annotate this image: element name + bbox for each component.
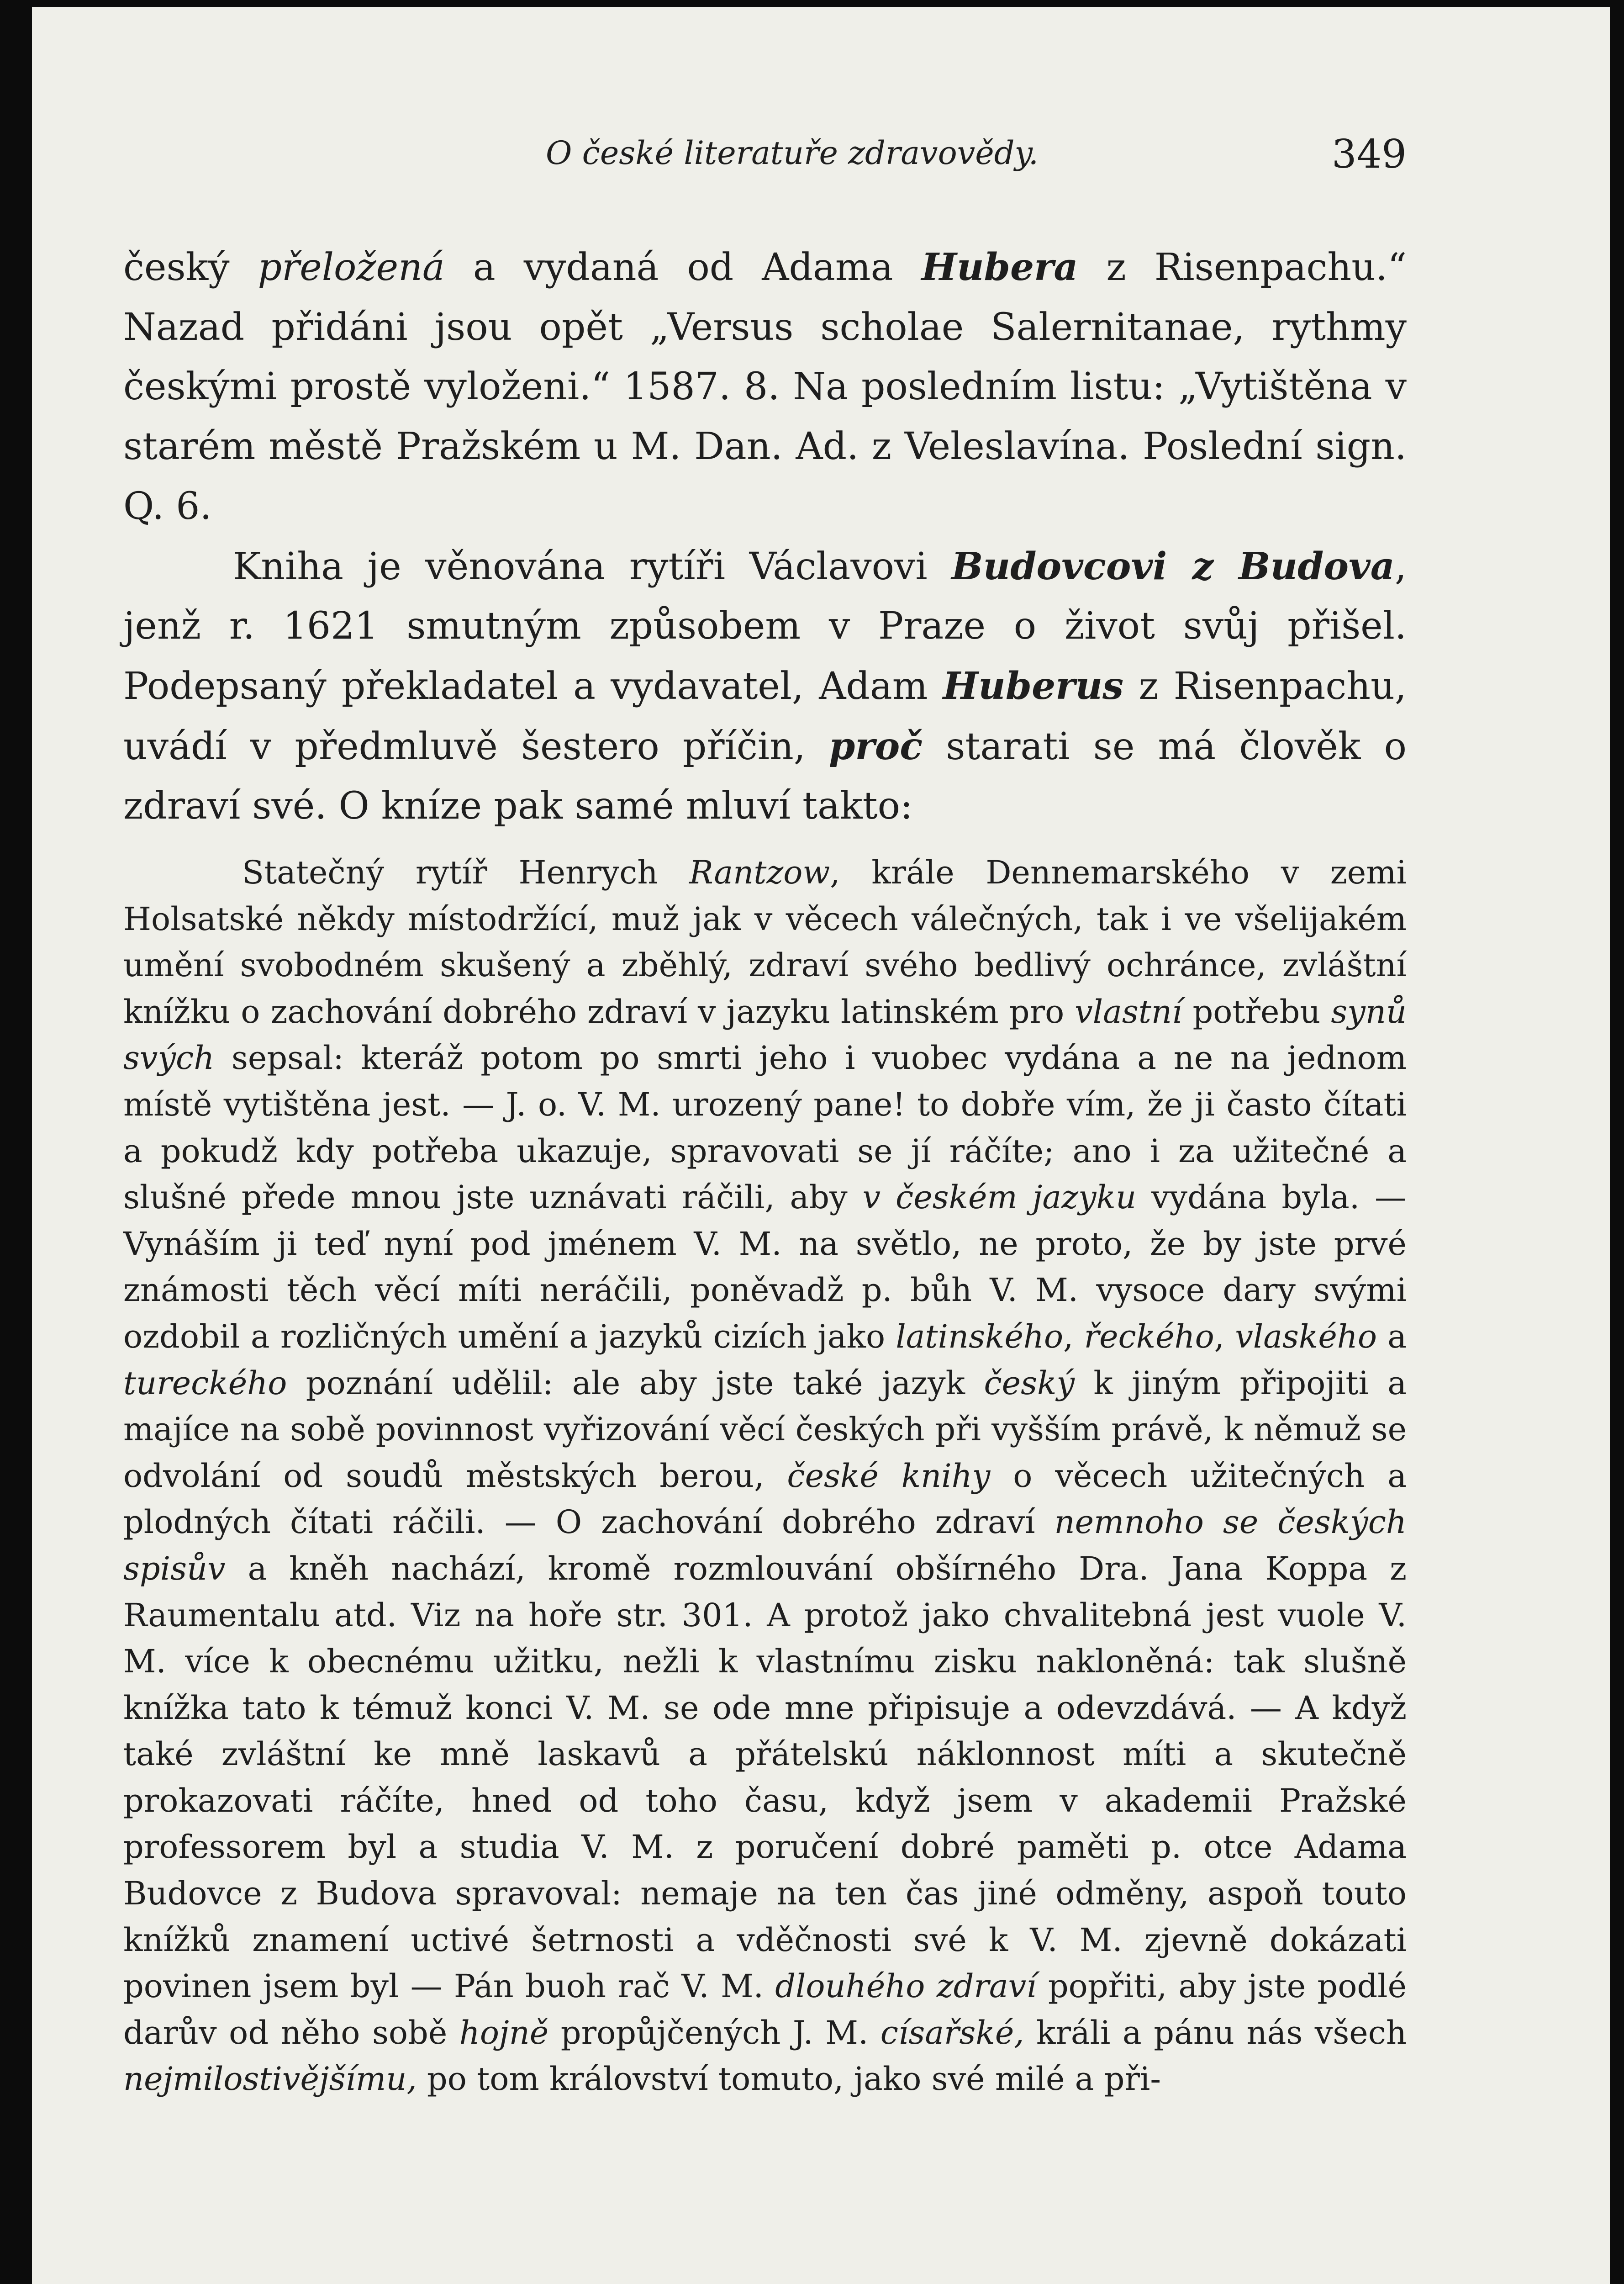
emphasis: císařské, <box>880 2014 1024 2051</box>
emphasis: v českém jazyku <box>862 1179 1137 1216</box>
quoted-preface <box>123 850 1407 2103</box>
emphasis: hojně <box>459 2014 549 2051</box>
emphasis: synů svých <box>123 993 1407 1077</box>
quote-paragraph: Statečný rytíř Henrych Rantzow, krále Dennemarského v zemi Holsatské někdy místodržící, muž jak v věcech válečných, tak i ve všelijakém umění svobodném skušený a zběhlý, zdraví svého bedlivý ochránce, zvláštní knížku o zachování dobrého zdraví v jazyku latinském pro vlastní potřebu synů svých sepsal: kteráž potom po smrti jeho i vuobec vydána a ne na jednom místě vytištěna jest. — J. o. V. M. urozený pane! to dobře vím, že ji často čítati a pokudž kdy potřeba ukazuje, spravovati se jí ráčíte; ano i za užitečné a slušné přede mnou jste uznávati ráčili, aby v českém jazyku vydána byla. — Vynáším ji teď nyní pod jménem V. M. na světlo, ne proto, že by jste prvé známosti těch věcí míti neráčili, poněvadž p. bůh V. M. vysoce dary svými ozdobil a rozličných umění a jazyků cizích jako latinského, řeckého, vlaského a tureckého poznání udělil: ale aby jste také jazyk český k jiným připojiti a majíce na sobě povinnost vyřizování věcí českých při vyšším právě, k němuž se odvolání od soudů městských berou, české knihy o věcech užitečných a plodných čítati ráčili. — O zachování dobrého zdraví nemnoho se českých spisův a kněh nachází, kromě rozmlouvání obšírného Dra. Jana Koppa z Raumentalu atd. Viz na hoře str. 301. A protož jako chvalitebná jest vuole V. M. více k obecnému užitku, nežli k vlastnímu zisku nakloněná: tak slušně knížka tato k témuž konci V. M. se ode mne připisuje a odevzdává. — A když také zvláštní ke mně laskavů a přátelskú náklonnost míti a skutečně prokazovati ráčíte, hned od toho času, když jsem v akademii Pražské professorem byl a studia V. M. z poručení dobré paměti p. otce Adama Budovce z Budova spravoval: nemaje na ten čas jiné odměny, aspoň touto knížků znamení uctivé šetrnosti a vděčnosti své k V. M. zjevně dokázati povinen jsem byl — Pán buoh rač V. M. dlouhého zdraví popřiti, aby jste podlé darův od něho sobě hojně propůjčených J. M. císařské, králi a pánu nás všech nejmilostivějšímu, po tom království tomuto, jako své milé a při- <box>123 854 1407 2098</box>
name-emphasis: Huberus <box>943 664 1124 708</box>
paragraph-1: český přeložená a vydaná od Adama Hubera z Risenpachu.“ Nazad přidáni jsou opět „Versus scholae Salernitanae, rythmy českými prostě vyloženi.“ 1587. 8. Na posledním listu: „Vytištěna v starém městě Pražském u M. Dan. Ad. z Veleslavína. Poslední sign. Q. 6. <box>123 245 1407 528</box>
emphasis: vlaského <box>1235 1317 1377 1355</box>
page-header <box>123 119 1407 183</box>
emphasis: latinského <box>896 1317 1064 1355</box>
name-emphasis: Budovcovi z Budova <box>951 544 1395 588</box>
emphasis: nemnoho se českých spisův <box>123 1503 1407 1587</box>
name-emphasis: Hubera <box>921 245 1078 289</box>
emphasis: proč <box>829 724 923 768</box>
emphasis: české knihy <box>787 1457 991 1495</box>
paragraph-2: Kniha je věnována rytíři Václavovi Budovcovi z Budova, jenž r. 1621 smutným způsobem v Praze o život svůj přišel. Podepsaný překladatel a vydavatel, Adam Huberus z Risenpachu, uvádí v předmluvě šestero příčin, proč starati se má člověk o zdraví své. O kníze pak samé mluví takto: <box>123 544 1407 828</box>
emphasis: řeckého <box>1084 1317 1214 1355</box>
page-number: 349 <box>1331 132 1407 177</box>
running-title: O české literatuře zdravovědy. <box>546 134 1039 172</box>
emphasis: nejmilostivějšímu, <box>123 2060 417 2098</box>
body-text <box>123 238 1407 836</box>
emphasis: český <box>984 1364 1075 1402</box>
emphasis: přeložená <box>258 246 445 289</box>
book-page <box>32 7 1610 2284</box>
emphasis: vlastní <box>1075 993 1182 1031</box>
emphasis: tureckého <box>123 1364 287 1402</box>
emphasis: Rantzow <box>689 854 830 891</box>
emphasis: dlouhého zdraví <box>775 1967 1037 2005</box>
